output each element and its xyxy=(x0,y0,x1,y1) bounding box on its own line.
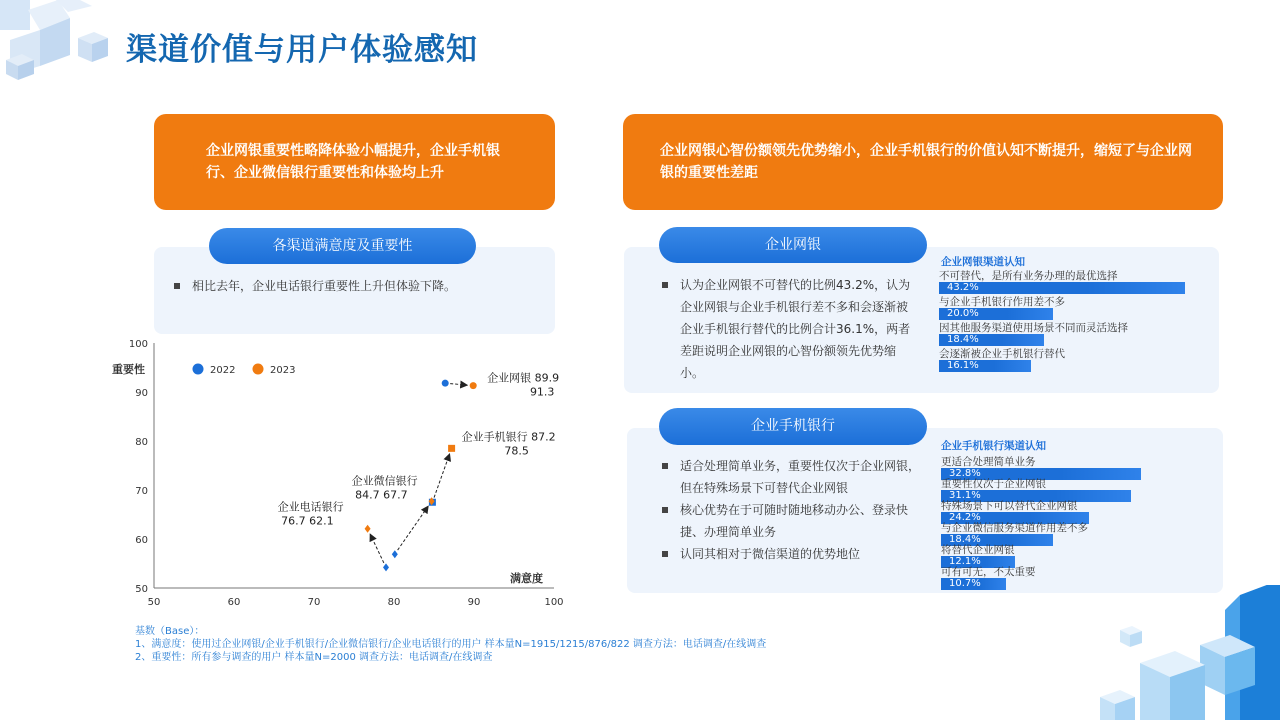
mobile-bar-row xyxy=(941,522,1221,546)
wangyin-bar-chart xyxy=(939,270,1219,374)
x-tick-label: 70 xyxy=(307,597,321,608)
wangyin-bar-label: 不可替代，是所有业务办理的最优选择 xyxy=(939,270,1118,282)
wangyin-pill: 企业网银 xyxy=(659,227,927,263)
wangyin-bar-row xyxy=(939,296,1219,320)
legend-label-2022: 2022 xyxy=(210,365,236,376)
change-arrow-1 xyxy=(450,384,467,385)
wangyin-bar: 43.2% xyxy=(939,282,1185,294)
change-arrow-2 xyxy=(434,454,450,498)
data-label-name-3: 企业微信银行 xyxy=(351,474,418,488)
point-2022-3 xyxy=(392,550,398,558)
footnote-line-2: 1、满意度：使用过企业网银/企业手机银行/企业微信银行/企业电话银行的用户 样本量N=1915/1215/876/822 调查方法：电话调查/在线调查 xyxy=(135,639,767,650)
satisfaction-importance-scatter-chart xyxy=(100,330,580,615)
mobile-bar-label: 更适合处理简单业务 xyxy=(941,456,1036,468)
x-axis-title: 满意度 xyxy=(510,572,543,585)
y-tick-label: 70 xyxy=(135,486,148,497)
point-2023-2 xyxy=(448,445,455,452)
change-arrow-3 xyxy=(398,506,429,550)
y-tick-label: 90 xyxy=(135,388,148,399)
right-headline-text: 企业网银心智份额领先优势缩小，企业手机银行的价值认知不断提升，缩短了与企业网银的重要性差距 xyxy=(660,143,1192,181)
data-label-name-1: 企业网银 89.9 xyxy=(487,371,560,385)
mobile-bar-label: 特殊场景下可以替代企业网银 xyxy=(941,500,1078,512)
data-label-values-4: 76.7 62.1 xyxy=(281,514,334,528)
y-tick-label: 60 xyxy=(135,535,148,546)
data-label-values-3: 84.7 67.7 xyxy=(355,488,408,502)
wangyin-bars-title: 企业网银渠道认知 xyxy=(941,256,1025,268)
wangyin-bar-row xyxy=(939,322,1219,346)
wangyin-bar: 18.4% xyxy=(939,334,1044,346)
x-tick-label: 90 xyxy=(467,597,481,608)
footnote-line-3: 2、重要性：所有参与调查的用户 样本量N=2000 调查方法：电话调查/在线调查 xyxy=(135,652,493,663)
mobile-bullet-list xyxy=(660,455,922,565)
mobile-bar: 10.7% xyxy=(941,578,1006,590)
mobile-bar-label: 与企业微信服务渠道作用差不多 xyxy=(941,522,1088,534)
wangyin-bullet-list xyxy=(660,274,918,384)
y-tick-label: 50 xyxy=(135,584,148,595)
x-tick-label: 50 xyxy=(147,597,161,608)
data-label-name-2: 企业手机银行 87.2 xyxy=(461,430,556,444)
data-label-values-2: 78.5 xyxy=(504,444,529,458)
mobile-bar: 24.2% xyxy=(941,512,1089,524)
data-label-name-4: 企业电话银行 xyxy=(277,500,344,514)
left-bullet-list xyxy=(172,275,542,297)
point-2023-1 xyxy=(470,382,477,389)
mobile-bar-row xyxy=(941,544,1221,568)
legend-marker-2022 xyxy=(193,364,204,375)
mobile-bullet-item-3: 认同其相对于微信渠道的优势地位 xyxy=(660,543,922,565)
mobile-bullet-item-2: 核心优势在于可随时随地移动办公、登录快捷、办理简单业务 xyxy=(660,499,922,543)
mobile-pill: 企业手机银行 xyxy=(659,408,927,445)
mobile-bar-row xyxy=(941,478,1221,502)
x-tick-label: 100 xyxy=(544,597,564,608)
point-2022-4 xyxy=(383,563,389,571)
legend-marker-2023 xyxy=(253,364,264,375)
decorative-cubes-bottom-right xyxy=(1080,585,1280,720)
mobile-bar-label: 可有可无，不太重要 xyxy=(941,566,1036,578)
mobile-bar-label: 重要性仅次于企业网银 xyxy=(941,478,1046,490)
mobile-bullet-item-1: 适合处理简单业务，重要性仅次于企业网银，但在特殊场景下可替代企业网银 xyxy=(660,455,922,499)
legend-label-2023: 2023 xyxy=(270,365,296,376)
mobile-bar: 18.4% xyxy=(941,534,1053,546)
left-bullet-item: 相比去年，企业电话银行重要性上升但体验下降。 xyxy=(172,275,542,297)
mobile-bars-title: 企业手机银行渠道认知 xyxy=(941,440,1046,452)
x-tick-label: 60 xyxy=(227,597,241,608)
footnote xyxy=(135,625,766,664)
wangyin-bar-row xyxy=(939,348,1219,372)
y-axis-title: 重要性 xyxy=(112,363,145,376)
mobile-bar: 12.1% xyxy=(941,556,1015,568)
mobile-bar-row xyxy=(941,566,1221,590)
page-title: 渠道价值与用户体验感知 xyxy=(126,32,478,68)
mobile-bar-row xyxy=(941,456,1221,480)
right-headline-box xyxy=(623,114,1223,210)
y-tick-label: 100 xyxy=(128,339,148,350)
mobile-bar: 32.8% xyxy=(941,468,1141,480)
point-2022-1 xyxy=(442,380,449,387)
y-tick-label: 80 xyxy=(135,437,148,448)
wangyin-bar-label: 会逐渐被企业手机银行替代 xyxy=(939,348,1065,360)
left-headline-box xyxy=(154,114,555,210)
mobile-bar-chart xyxy=(941,456,1221,588)
left-headline-text: 企业网银重要性略降体验小幅提升，企业手机银行、企业微信银行重要性和体验均上升 xyxy=(206,143,500,181)
change-arrow-4 xyxy=(370,534,384,563)
mobile-bar-label: 将替代企业网银 xyxy=(941,544,1015,556)
satisfaction-importance-pill: 各渠道满意度及重要性 xyxy=(209,228,476,264)
mobile-bar-row xyxy=(941,500,1221,524)
wangyin-bar-label: 与企业手机银行作用差不多 xyxy=(939,296,1065,308)
mobile-bar: 31.1% xyxy=(941,490,1131,502)
data-label-values-1: 91.3 xyxy=(529,385,555,399)
footnote-line-1: 基数（Base）： xyxy=(135,626,205,637)
wangyin-bar: 16.1% xyxy=(939,360,1031,372)
wangyin-bar: 20.0% xyxy=(939,308,1053,320)
wangyin-bar-label: 因其他服务渠道使用场景不同而灵活选择 xyxy=(939,322,1128,334)
decorative-cubes-top-left xyxy=(0,0,120,90)
x-tick-label: 80 xyxy=(387,597,401,608)
point-2023-4 xyxy=(365,525,371,533)
wangyin-bullet-item: 认为企业网银不可替代的比例43.2%，认为企业网银与企业手机银行差不多和会逐渐被企业手机银行替代的比例合计36.1%，两者差距说明企业网银的心智份额领先优势缩小。 xyxy=(660,274,918,384)
wangyin-bar-row xyxy=(939,270,1219,294)
